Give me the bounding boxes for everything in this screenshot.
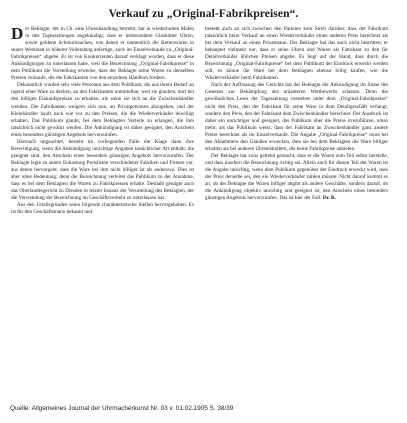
left-paragraph-4: Aus den Urteilsgründen seien folgende charakteristische Stellen hervorgehoben. Es ist für den Geschäftsmann bekannt und: [11, 202, 194, 216]
left-column: [11, 26, 194, 388]
article-title: Verkauf zu „Original-Fabrikpreisen“.: [108, 8, 299, 20]
right-paragraph-3: [205, 153, 388, 202]
drop-cap: D: [11, 26, 24, 43]
left-paragraph-1-text: er Beklagte, der in Ch. eine Uhrenhandlung betreibt, hat in wiederholten Malen in den Tageszeitungen angekündigt, dass er insbesondere Glashütter Uhren, sowie goldene Schmucksachen, von denen er namentlich die Kettenwaren in seiner Werkstatt in höherer Vollendung anfertige, auch im Einzelverkaufe zu „Original-Fabrikpreisen“ abgebe. Er ist von Konkurrenten darauf verklagt worden, dass er diese Ankündigungen zu unterlassen habe, weil die Bezeichnung „Original-Fabrikpreise“ in dem Publikum die Vorstellung erwecke, dass der Beklagte seine Waren zu denselben Preisen verkaufe, die die Fabrikanten von den einzelnen Händlern fordern.: [11, 26, 194, 82]
left-paragraph-1: [11, 26, 194, 82]
right-column: [205, 26, 388, 392]
right-paragraph-1: besteht auch an sich zwischen den Parteien kein Streit darüber, dass der Fabrikant tatsächlich beim Verkauf an einen Wiederverkäufer einen anderen Preis berechnet als bei dem Verkauf an einen Privatmann. Der Beklagte hat das auch nicht bestritten; er behauptet vielmehr nur, dass er seine Uhren und Waren als Fabrikant zu den für Detailverkäufer üblichen Preisen abgebe. Es liegt auf der Hand, dass durch die Bezeichnung „Original-Fabrikpreise“ bei dem Publikum der Eindruck erweckt werden soll, es könne die Ware bei dem Beklagten ebenso billig kaufen, wie die Wiederverkäufer beim Fabrikanten.: [205, 26, 388, 82]
left-paragraph-2: Dekanntlich wurden sehr viele Personen aus dem Publikum, die aus ihrem Bedarf an irgend einer Ware zu decken, an den Fabrikanten unmittelbar, weil sie glauben, dort bei den billigen Einkaufspreisen zu erhalten, als wenn sie sich an die Zwischenhändler wenden. Die Fabrikanten weigern sich nun, an Privatpersonen abzugeben, und der Kleinhändler kauft nach wie vor zu den Preisen, die die Wiederverkäufer bewilligt erhalten. Das Publikum glaubt, bei dem Beklagten Vorteile zu erlangen, die ihm tatsächlich nicht gewährt werden. Die Ankündigung ist daher geeignet, den Anschein eines besonders günstigen Angebots hervorzurufen.: [11, 82, 194, 138]
right-paragraph-2: Nach der Auffassung des Gerichts hat der Beklagte die Ankündigung im Sinne des Gesetzes zur Bekämpfung des unlauteren Wettbewerbs erlassen. Denn die gewöhnlichen Leser der Tageszeitung verstehen unter dem „Original-Fabrikpreise“ nicht den Preis, den der Fabrikant für seine Ware in dem Detailgeschäft verlangt, sondern den Preis, den der Fabrikant dem Zwischenhändler berechnet. Der Ausdruck ist daher ein unrichtiger und geeignet, das Publikum über die Preise irrezuführen, umso mehr, als das Publikum weiss, dass der Fabrikant an Zwischenhändler ganz andere Preise berechnet als im Einzelverkaufe. Die Angabe „Original-Fabrikpreise“ muss bei den Abnehmern den Glauben erwecken, dass sie bei dem Beklagten die Ware billiger erhalten als bei anderen Uhrenhändlern, die keine Fabrikpreise anbieten.: [205, 82, 388, 152]
right-paragraph-3-text: Der Beklagte hat zwar geltend gemacht, dass er die Waren zum Teil selbst herstelle, und dass insofern die Bezeichnung richtig sei. Allein auch für diesen Teil der Waren ist die Angabe unrichtig, wenn dem Publikum gegenüber der Eindruck erweckt wird, dass der Preis derselbe sei, den ein Wiederverkäufer zahlen müsste. Nicht darauf kommt es an, ob der Beklagte die Waren billiger abgibt als andere Geschäfte, sondern darauf, ob die Ankündigung objektiv unrichtig und geeignet ist, den Anschein eines besonders günstigen Angebots hervorzurufen. Das ist hier der Fall.: [205, 152, 388, 202]
author-signature: Dr. B.: [322, 195, 336, 202]
source-caption: Quelle: Allgemeines Journal der Uhrmacherkunst Nr. 03 v. 01.02.1905 S. 38/39: [10, 405, 234, 412]
left-paragraph-3: Hiernach ungeachtet, besteht im vorliegenden Falle die Klage dann ihre Berechtigung, wenn die Ankündigung unrichtige Angaben tatsächlicher Art enthält, die geeignet sind, den Anschein eines besonders günstigen Angebots hervorzurufen. Der Beklagte legte zu seiner Entlastung Preislisten verschiedener Fabriken und Firmen vor, aus denen hervorgeht, dass die Ware bei ihm nicht billiger ist als anderswo. Dies ist aber ohne Bedeutung; denn die Bezeichnung verleitet das Publikum zu der Annahme, dass es bei dem Beklagten die Waren zu Fabrikpreisen erhalte. Deshalb genügte auch das Oberlandesgericht zu Dresden in letzter Instanz der Verurteilung des Beklagten, der die Verwendung der Bezeichnung im Geschäftsverkehr zu unterlassen hat.: [11, 138, 194, 202]
